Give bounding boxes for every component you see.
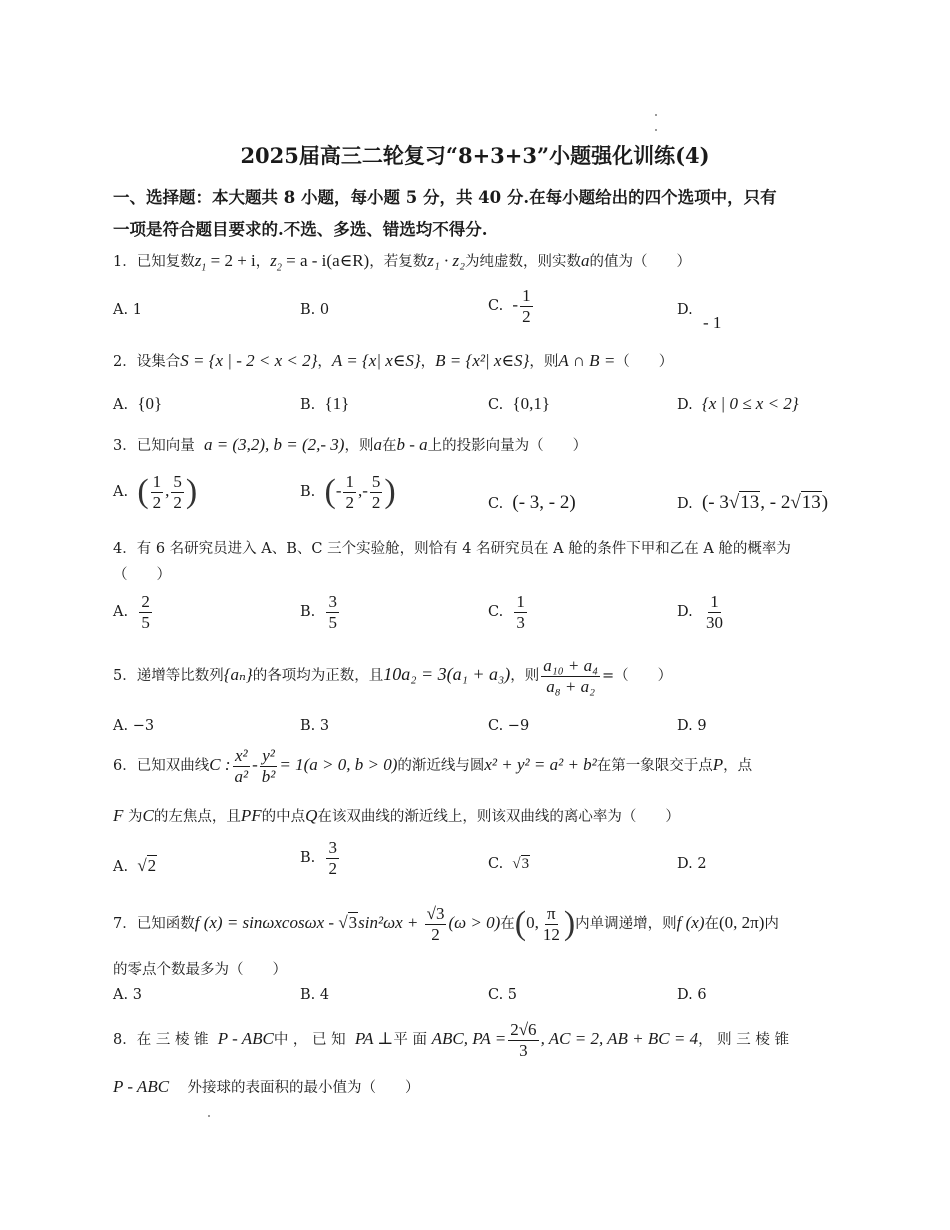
q4-option-c: C. $\frac{1}{3}$ (488, 592, 525, 632)
q5-option-d: D. 9 (677, 718, 707, 734)
q3-option-d: D. (- 3√13, - 2√13) (677, 492, 829, 513)
q1-option-d-value: - 1 (703, 313, 722, 332)
q4-option-a: A. $\frac{2}{5}$ (113, 592, 150, 632)
question-4-line2: （ ） (113, 567, 171, 583)
section-heading-line1: 一、选择题：本大题共 8 小题，每小题 5 分，共 40 分.在每小题给出的四个选项中，只有 (113, 188, 777, 207)
page-title: 2025届高三二轮复习“8+3+3”小题强化训练(4) (240, 143, 710, 168)
q4-option-d: D. $\frac{1}{30}$ (677, 592, 723, 632)
q1-option-c: C. - $\frac{1}{2}$ (488, 286, 531, 326)
q6-option-c: C. √3 (488, 856, 530, 872)
q5-option-c: C. −9 (488, 718, 530, 734)
q3-option-c: C. (- 3, - 2) (488, 492, 576, 513)
q2-option-b: B. {1} (300, 394, 350, 413)
question-2: 2．设集合S = {x | - 2 < x < 2}，A = {x| x∈S}，B = {x²| x∈S}，则A ∩ B =（ ） (113, 351, 674, 370)
question-7-line2: 的零点个数最多为（ ） (113, 962, 287, 978)
q1-option-a: A. 1 (113, 302, 142, 318)
q7-option-c: C. 5 (488, 987, 518, 1003)
q6-option-d: D. 2 (677, 856, 707, 872)
q7-option-a: A. 3 (113, 987, 142, 1003)
question-1: 1．已知复数$z_1 = 2 + i$，$z_2 = a$ - i(a∈R)，若复数z₁ · z₂为纯虚数，则实数a的值为（ ） (113, 251, 692, 274)
q1-option-b: B. 0 (300, 302, 330, 318)
scan-dot (655, 114, 657, 116)
question-4-line1: 4．有 6 名研究员进入 A、B、C 三个实验舱，则恰有 4 名研究员在 A 舱的条件下甲和乙在 A 舱的概率为 (113, 541, 791, 557)
question-3: 3．已知向量 a = (3,2), b = (2,- 3)，则a在b - a上的投影向量为（ ） (113, 435, 588, 454)
question-6-line2: F 为C的左焦点，且PF的中点Q在该双曲线的渐近线上，则该双曲线的离心率为（ ） (113, 806, 680, 825)
q3-option-b: B. (- $\frac{1}{2}$ ,- $\frac{5}{2}$ ) (300, 472, 396, 512)
q5-option-a: A. −3 (113, 718, 155, 734)
q2-option-c: C. {0,1} (488, 394, 550, 413)
question-8-line2: P - ABC 外接球的表面积的最小值为（ ） (113, 1077, 420, 1096)
question-6-line1: 6．已知双曲线C : $\frac{\text{x²}}{\text{a²}}$ - $\frac{\text{y²}}{\text{b²}}$ = 1(a > 0, b > 0)的渐近线与圆x² + y² = a² + b²在第一象限交于点P，点 (113, 746, 753, 786)
scan-dot (655, 129, 657, 131)
q2-option-a: A. {0} (113, 394, 163, 413)
q7-option-d: D. 6 (677, 987, 707, 1003)
q2-option-d: D. {x | 0 ≤ x < 2} (677, 394, 799, 413)
question-7-line1: 7．已知函数f (x) = sinωxcosωx - √3sin²ωx + $\frac{√3}{2}$ (ω > 0)在(0, $\frac{\pi}{12}$ )内单调递增，则f (x)在(0, 2π)内 (113, 904, 779, 944)
q5-option-b: B. 3 (300, 718, 330, 734)
question-5: 5．递增等比数列{aₙ}的各项均为正数，且10a₂ = 3(a₁ + a₃)，则 $\frac{\text{a₁₀ + a₄}}{\text{a₈ + a₂}}$ =（ ） (113, 656, 673, 696)
q7-option-b: B. 4 (300, 987, 330, 1003)
section-heading-line2: 一项是符合题目要求的.不选、多选、错选均不得分. (113, 220, 488, 239)
q3-option-a: A. ( $\frac{1}{2}$ , $\frac{5}{2}$ ) (113, 472, 198, 512)
scan-dot (208, 1115, 210, 1117)
q6-option-a: A. √2 (113, 856, 157, 875)
q4-option-b: B. $\frac{3}{5}$ (300, 592, 337, 632)
q6-option-b: B. $\frac{3}{2}$ (300, 838, 337, 878)
q1-option-d-label: D. (677, 302, 693, 318)
question-8-line1: 8．在 三 棱 锥 P - ABC中 ， 已 知 PA ⊥平 面 ABC, PA = $\frac{2√6}{3}$ , AC = 2, AB + BC = 4， 则 三 棱 锥 (113, 1020, 790, 1060)
